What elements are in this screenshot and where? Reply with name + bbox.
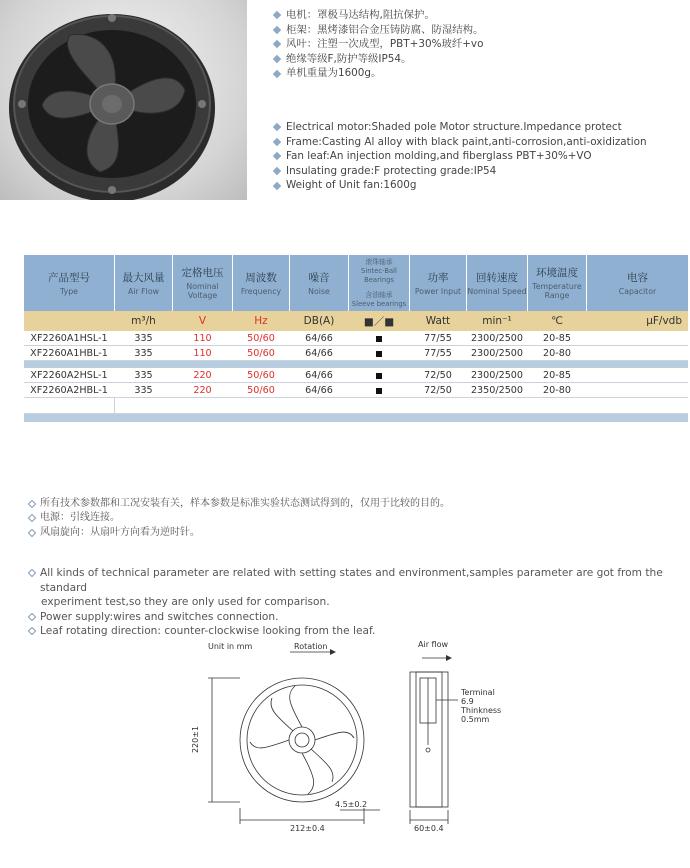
table-divider-band (24, 361, 688, 368)
cell-speed: 2300/2500 (470, 333, 524, 344)
cell-frequency: 50/60 (247, 333, 275, 344)
header-power: 功率 Power Input (414, 271, 462, 296)
unit-speed: min⁻¹ (482, 315, 512, 327)
cell-speed: 2300/2500 (470, 370, 524, 381)
diamond-bullet-icon (273, 11, 281, 19)
note-cn-item: 电源：引线连接。 (28, 511, 450, 525)
cell-temperature: 20-85 (543, 370, 571, 381)
cell-frequency: 50/60 (247, 385, 275, 396)
cell-type: XF2260A2HBL-1 (30, 385, 108, 396)
cell-speed: 2350/2500 (470, 385, 524, 396)
cell-temperature: 20-80 (543, 348, 571, 359)
note-en-item: Power supply:wires and switches connection. (28, 610, 688, 625)
unit-bearings (349, 311, 409, 331)
cell-airflow: 335 (134, 385, 153, 396)
header-capacitor: 电容 Capacitor (618, 271, 657, 296)
table-row (24, 383, 688, 398)
unit-power: Watt (425, 315, 451, 327)
cell-speed: 2300/2500 (470, 348, 524, 359)
unit-voltage: V (198, 315, 207, 327)
outline-diamond-icon (28, 627, 36, 635)
rotation-label: Rotation (294, 642, 328, 651)
note-en-continuation: experiment test,so they are only used for comparison. (41, 596, 330, 609)
empty-row-divider (114, 398, 115, 414)
features-en (272, 120, 647, 193)
unit-airflow: m³/h (131, 315, 156, 327)
airflow-label: Air flow (418, 640, 449, 649)
outline-diamond-icon (28, 569, 36, 577)
table-row (24, 368, 688, 383)
cell-power: 72/50 (424, 370, 452, 381)
cell-noise: 64/66 (305, 348, 333, 359)
dim-width: 212±0.4 (290, 824, 325, 833)
cell-temperature: 20-85 (543, 333, 571, 344)
fan-photo-drawing (0, 0, 247, 200)
cell-bearing (349, 346, 409, 361)
thickness-value: 0.5mm (461, 715, 490, 724)
cell-type: XF2260A2HSL-1 (30, 370, 108, 381)
unit-temperature: ℃ (551, 315, 563, 327)
note-en-item: All kinds of technical parameter are related with setting states and environment,samples parameter are got from the standard (28, 566, 688, 595)
feature-cn-item: 绝缘等级F,防护等级IP54。 (272, 52, 483, 67)
diamond-bullet-icon (273, 181, 281, 189)
dimension-drawing (190, 640, 510, 840)
header-frequency: 周波数 Frequency (240, 271, 282, 296)
feature-cn-item: 电机：罩极马达结构,阻抗保护。 (272, 8, 483, 23)
product-photo (0, 0, 247, 200)
cell-noise: 64/66 (305, 333, 333, 344)
cell-capacitor (587, 331, 688, 346)
outline-diamond-icon (28, 613, 36, 621)
fan-outline-drawing (190, 640, 510, 840)
cell-voltage: 220 (193, 370, 212, 381)
cell-bearing (349, 368, 409, 383)
feature-cn-item: 柜架：黑烤漆铝合金压铸防腐、防湿结构。 (272, 23, 483, 38)
feature-en-item: Fan leaf:An injection molding,and fiberglass PBT+30%+VO (272, 149, 647, 164)
cell-capacitor (587, 383, 688, 398)
header-type: 产品型号 Type (48, 271, 90, 296)
cell-noise: 64/66 (305, 385, 333, 396)
feature-en-item: Weight of Unit fan:1600g (272, 178, 647, 193)
unit-label: Unit in mm (208, 642, 253, 651)
diamond-bullet-icon (273, 167, 281, 175)
cell-airflow: 335 (134, 348, 153, 359)
table-header (24, 255, 688, 311)
notes-cn (28, 497, 450, 540)
header-speed: 回转速度 Nominal Speed (467, 271, 527, 296)
diamond-bullet-icon (273, 123, 281, 131)
feature-en-item: Insulating grade:F protecting grade:IP54 (272, 164, 647, 179)
table-empty-row (24, 398, 688, 414)
cell-airflow: 335 (134, 333, 153, 344)
feature-en-item: Frame:Casting Al alloy with black paint,anti-corrosion,anti-oxidization (272, 135, 647, 150)
cell-voltage: 220 (193, 385, 212, 396)
bearing-marker-icon (376, 373, 382, 379)
terminal-label: Terminal (461, 688, 495, 697)
outline-diamond-icon (28, 529, 36, 537)
dim-height: 220±1 (191, 725, 201, 754)
outline-diamond-icon (28, 500, 36, 508)
notes-en (28, 566, 688, 639)
table-footer-band (24, 414, 688, 422)
unit-noise: DB(A) (303, 315, 335, 327)
header-airflow: 最大风量 Air Flow (122, 271, 165, 296)
diamond-bullet-icon (273, 55, 281, 63)
dim-hole: 4.5±0.2 (335, 800, 368, 809)
bearing-marker-icon (376, 388, 382, 394)
cell-type: XF2260A1HSL-1 (30, 333, 108, 344)
cell-noise: 64/66 (305, 370, 333, 381)
header-noise: 噪音 Noise (308, 271, 330, 296)
cell-voltage: 110 (193, 333, 212, 344)
bearing-legend: ■／■ (363, 315, 395, 328)
unit-frequency: Hz (254, 315, 268, 327)
cell-bearing (349, 331, 409, 346)
cell-temperature: 20-80 (543, 385, 571, 396)
cell-bearing (349, 383, 409, 398)
header-voltage: 定格电压 Nominal Voltage (181, 267, 224, 300)
header-temperature: 环境温度 Temperature Range (532, 267, 582, 300)
cell-frequency: 50/60 (247, 348, 275, 359)
bearing-marker-icon (376, 336, 382, 342)
note-en-item: Leaf rotating direction: counter-clockwise looking from the leaf. (28, 624, 688, 639)
cell-power: 72/50 (424, 385, 452, 396)
terminal-value: 6.9 (461, 697, 474, 706)
cell-type: XF2260A1HBL-1 (30, 348, 108, 359)
thickness-label: Thinkness (461, 706, 502, 715)
dim-depth: 60±0.4 (414, 824, 444, 833)
diamond-bullet-icon (273, 69, 281, 77)
cell-airflow: 335 (134, 370, 153, 381)
diamond-bullet-icon (273, 26, 281, 34)
table-row (24, 346, 688, 361)
feature-cn-item: 风叶：注塑一次成型，PBT+30%玻纤+vo (272, 37, 483, 52)
feature-cn-item: 单机重量为1600g。 (272, 66, 483, 81)
feature-en-item: Electrical motor:Shaded pole Motor structure.Impedance protect (272, 120, 647, 135)
cell-voltage: 110 (193, 348, 212, 359)
diamond-bullet-icon (273, 40, 281, 48)
table-row (24, 331, 688, 346)
cell-capacitor (587, 346, 688, 361)
diamond-bullet-icon (273, 138, 281, 146)
cell-power: 77/55 (424, 348, 452, 359)
cell-frequency: 50/60 (247, 370, 275, 381)
diamond-bullet-icon (273, 152, 281, 160)
units-row (24, 311, 688, 331)
unit-capacitor: μF/vdb (646, 315, 682, 327)
note-cn-item: 所有技术参数都和工况安装有关，样本参数是标准实验状态测试得到的，仅用于比较的目的。 (28, 497, 450, 511)
bearing-marker-icon (376, 351, 382, 357)
header-bearings: 滚珠轴承 Sintec-Ball Bearings 含油轴承 Sleeve bearings (351, 257, 407, 308)
cell-power: 77/55 (424, 333, 452, 344)
cell-capacitor (587, 368, 688, 383)
note-cn-item: 风扇旋向：从扇叶方向看为逆时针。 (28, 526, 450, 540)
spec-table (24, 255, 688, 422)
outline-diamond-icon (28, 514, 36, 522)
features-cn (272, 8, 483, 81)
